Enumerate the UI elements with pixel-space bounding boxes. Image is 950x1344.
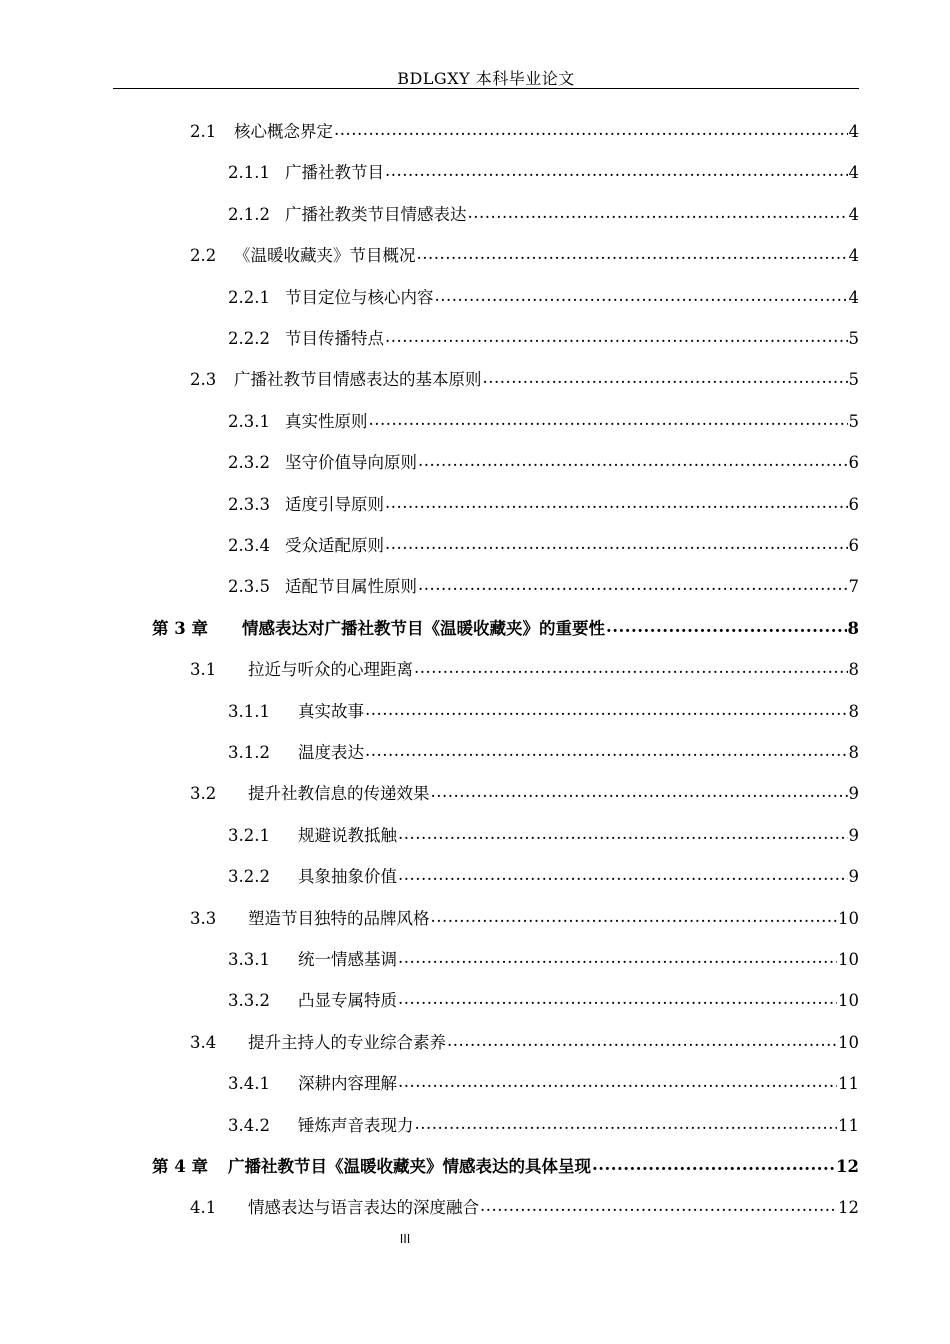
toc-dot-leader	[369, 408, 848, 432]
toc-entry-page: 10	[838, 950, 859, 969]
toc-entry-title: 锤炼声音表现力	[298, 1115, 414, 1135]
toc-entry-title: 提升主持人的专业综合素养	[248, 1032, 446, 1052]
toc-entry[interactable]	[190, 1031, 859, 1055]
toc-entry-title: 提升社教信息的传递效果	[248, 784, 430, 804]
toc-entry-number: 3.3.1	[228, 950, 270, 969]
header-rule	[113, 88, 859, 89]
toc-dot-leader	[385, 532, 848, 556]
toc-entry-page: 8	[847, 618, 859, 638]
toc-entry-page: 10	[838, 991, 859, 1011]
toc-entry-page: 11	[838, 1115, 859, 1135]
toc-entry[interactable]	[228, 286, 859, 310]
toc-entry-page: 5	[848, 370, 859, 390]
toc-entry-number: 3.4.1	[228, 1074, 270, 1094]
toc-entry-title: 适度引导原则	[285, 494, 384, 514]
toc-entry-page: 9	[848, 867, 859, 887]
toc-entry[interactable]	[190, 368, 859, 392]
toc-dot-leader	[398, 987, 837, 1011]
toc-entry-title: 情感表达与语言表达的深度融合	[248, 1198, 479, 1218]
toc-entry[interactable]	[190, 907, 859, 931]
toc-entry-page: 8	[848, 701, 859, 721]
toc-entry-page: 8	[848, 660, 859, 680]
toc-entry-title: 核心概念界定	[234, 122, 333, 141]
toc-entry-title: 真实性原则	[285, 411, 368, 431]
toc-entry-page: 10	[838, 1032, 859, 1052]
toc-entry-title: 《温暖收藏夹》节目概况	[234, 246, 416, 266]
toc-entry-page: 9	[848, 825, 859, 845]
toc-entry[interactable]	[228, 700, 859, 724]
toc-entry[interactable]	[228, 865, 859, 889]
toc-dot-leader	[431, 905, 838, 929]
toc-entry-number: 2.2.1	[228, 287, 270, 307]
page-number: III	[399, 1232, 411, 1246]
toc-entry-number: 第 3 章	[152, 618, 208, 638]
toc-entry-page: 6	[848, 453, 859, 473]
toc-entry-number: 3.1.1	[228, 701, 270, 721]
toc-entry-title: 节目传播特点	[285, 329, 384, 348]
toc-entry-number: 3.3	[190, 908, 217, 928]
toc-dot-leader	[606, 615, 847, 639]
toc-dot-leader	[398, 1070, 837, 1094]
toc-entry[interactable]	[228, 741, 859, 765]
toc-dot-leader	[431, 780, 848, 804]
toc-entry-title: 规避说教抵触	[298, 825, 397, 845]
toc-dot-leader	[415, 1112, 838, 1136]
toc-dot-leader	[435, 284, 848, 308]
toc-entry[interactable]	[228, 948, 859, 972]
toc-entry-page: 12	[836, 1157, 859, 1176]
toc-entry-number: 3.2.1	[228, 825, 270, 845]
toc-dot-leader	[417, 242, 848, 266]
toc-entry-title: 节目定位与核心内容	[285, 287, 434, 307]
toc-dot-leader	[468, 201, 848, 225]
toc-entry[interactable]	[228, 989, 859, 1013]
toc-dot-leader	[365, 698, 848, 722]
toc-entry-number: 3.4.2	[228, 1115, 270, 1135]
toc-entry-page: 5	[848, 329, 859, 348]
toc-entry-title: 凸显专属特质	[298, 991, 397, 1011]
toc-entry-title: 塑造节目独特的品牌风格	[248, 908, 430, 928]
toc-entry[interactable]	[228, 575, 859, 599]
toc-entry-page: 10	[838, 908, 859, 928]
toc-entry-page: 4	[848, 246, 859, 266]
toc-entry[interactable]	[228, 327, 859, 351]
toc-dot-leader	[385, 491, 848, 515]
toc-entry[interactable]	[190, 1196, 859, 1220]
toc-entry-title: 统一情感基调	[298, 950, 397, 969]
toc-entry[interactable]	[190, 244, 859, 268]
toc-entry-title: 真实故事	[298, 701, 364, 721]
toc-entry-number: 3.2	[190, 784, 217, 804]
toc-entry-title: 具象抽象价值	[298, 867, 397, 887]
toc-dot-leader	[483, 366, 848, 390]
toc-entry-title: 适配节目属性原则	[285, 577, 417, 597]
toc-entry[interactable]	[228, 1114, 859, 1138]
toc-dot-leader	[447, 1029, 837, 1053]
toc-entry[interactable]	[152, 617, 859, 641]
toc-entry-number: 2.3.5	[228, 577, 270, 597]
toc-entry[interactable]	[228, 824, 859, 848]
toc-dot-leader	[414, 656, 848, 680]
toc-entry-number: 3.4	[190, 1032, 217, 1052]
toc-entry-number: 2.2.2	[228, 329, 270, 348]
toc-entry-number: 2.2	[190, 246, 217, 266]
toc-entry-number: 2.1	[190, 122, 217, 141]
toc-entry[interactable]	[190, 658, 859, 682]
toc-entry-number: 2.3	[190, 370, 217, 390]
toc-dot-leader	[592, 1153, 835, 1177]
toc-entry[interactable]	[190, 782, 859, 806]
toc-entry[interactable]	[228, 493, 859, 517]
toc-entry-number: 3.1	[190, 660, 217, 680]
toc-entry-title: 广播社教节目	[285, 163, 384, 183]
toc-dot-leader	[418, 573, 848, 597]
toc-entry-page: 7	[848, 577, 859, 597]
toc-entry[interactable]	[228, 1072, 859, 1096]
toc-entry-page: 5	[848, 411, 859, 431]
toc-entry-page: 6	[848, 494, 859, 514]
toc-entry-title: 温度表达	[298, 743, 364, 762]
toc-dot-leader	[418, 449, 848, 473]
toc-entry-title: 广播社教类节目情感表达	[285, 204, 467, 224]
toc-entry-page: 12	[838, 1198, 859, 1218]
toc-entry-title: 情感表达对广播社教节目《温暖收藏夹》的重要性	[242, 618, 605, 638]
toc-dot-leader	[398, 863, 848, 887]
toc-entry-page: 11	[838, 1074, 859, 1094]
toc-entry[interactable]	[228, 203, 859, 227]
toc-entry-title: 拉近与听众的心理距离	[248, 660, 413, 680]
toc-entry-number: 3.3.2	[228, 991, 270, 1011]
toc-entry-page: 6	[848, 536, 859, 555]
toc-entry[interactable]	[228, 451, 859, 475]
toc-dot-leader	[398, 946, 837, 970]
toc-entry-title: 广播社教节目《温暖收藏夹》情感表达的具体呈现	[228, 1157, 591, 1176]
toc-dot-leader	[398, 822, 848, 846]
toc-entry-number: 2.3.4	[228, 536, 270, 555]
toc-dot-leader	[334, 118, 848, 142]
toc-entry-title: 深耕内容理解	[298, 1074, 397, 1094]
toc-entry-page: 4	[848, 122, 859, 141]
toc-entry-page: 8	[848, 743, 859, 762]
toc-entry-page: 4	[848, 204, 859, 224]
toc-entry-page: 4	[848, 163, 859, 183]
toc-entry[interactable]	[152, 1155, 859, 1179]
toc-entry[interactable]	[228, 534, 859, 558]
page-header-title: BDLGXY 本科毕业论文	[397, 69, 575, 88]
toc-entry-title: 广播社教节目情感表达的基本原则	[234, 370, 482, 390]
toc-entry-page: 4	[848, 287, 859, 307]
toc-dot-leader	[385, 159, 848, 183]
toc-entry-number: 第 4 章	[152, 1157, 208, 1176]
toc-entry-number: 2.3.1	[228, 411, 270, 431]
toc-entry[interactable]	[190, 120, 859, 144]
toc-entry-title: 受众适配原则	[285, 536, 384, 555]
toc-entry-page: 9	[848, 784, 859, 804]
toc-entry-number: 2.1.1	[228, 163, 270, 183]
toc-dot-leader	[385, 325, 848, 349]
toc-entry-number: 2.3.2	[228, 453, 270, 473]
toc-dot-leader	[480, 1194, 837, 1218]
toc-dot-leader	[365, 739, 848, 763]
toc-entry-number: 3.2.2	[228, 867, 270, 887]
toc-entry-number: 3.1.2	[228, 743, 270, 762]
toc-entry-number: 4.1	[190, 1198, 217, 1218]
toc-entry-number: 2.1.2	[228, 204, 270, 224]
toc-entry-number: 2.3.3	[228, 494, 270, 514]
toc-entry-title: 坚守价值导向原则	[285, 453, 417, 473]
toc-entry[interactable]	[228, 410, 859, 434]
toc-entry[interactable]	[228, 161, 859, 185]
